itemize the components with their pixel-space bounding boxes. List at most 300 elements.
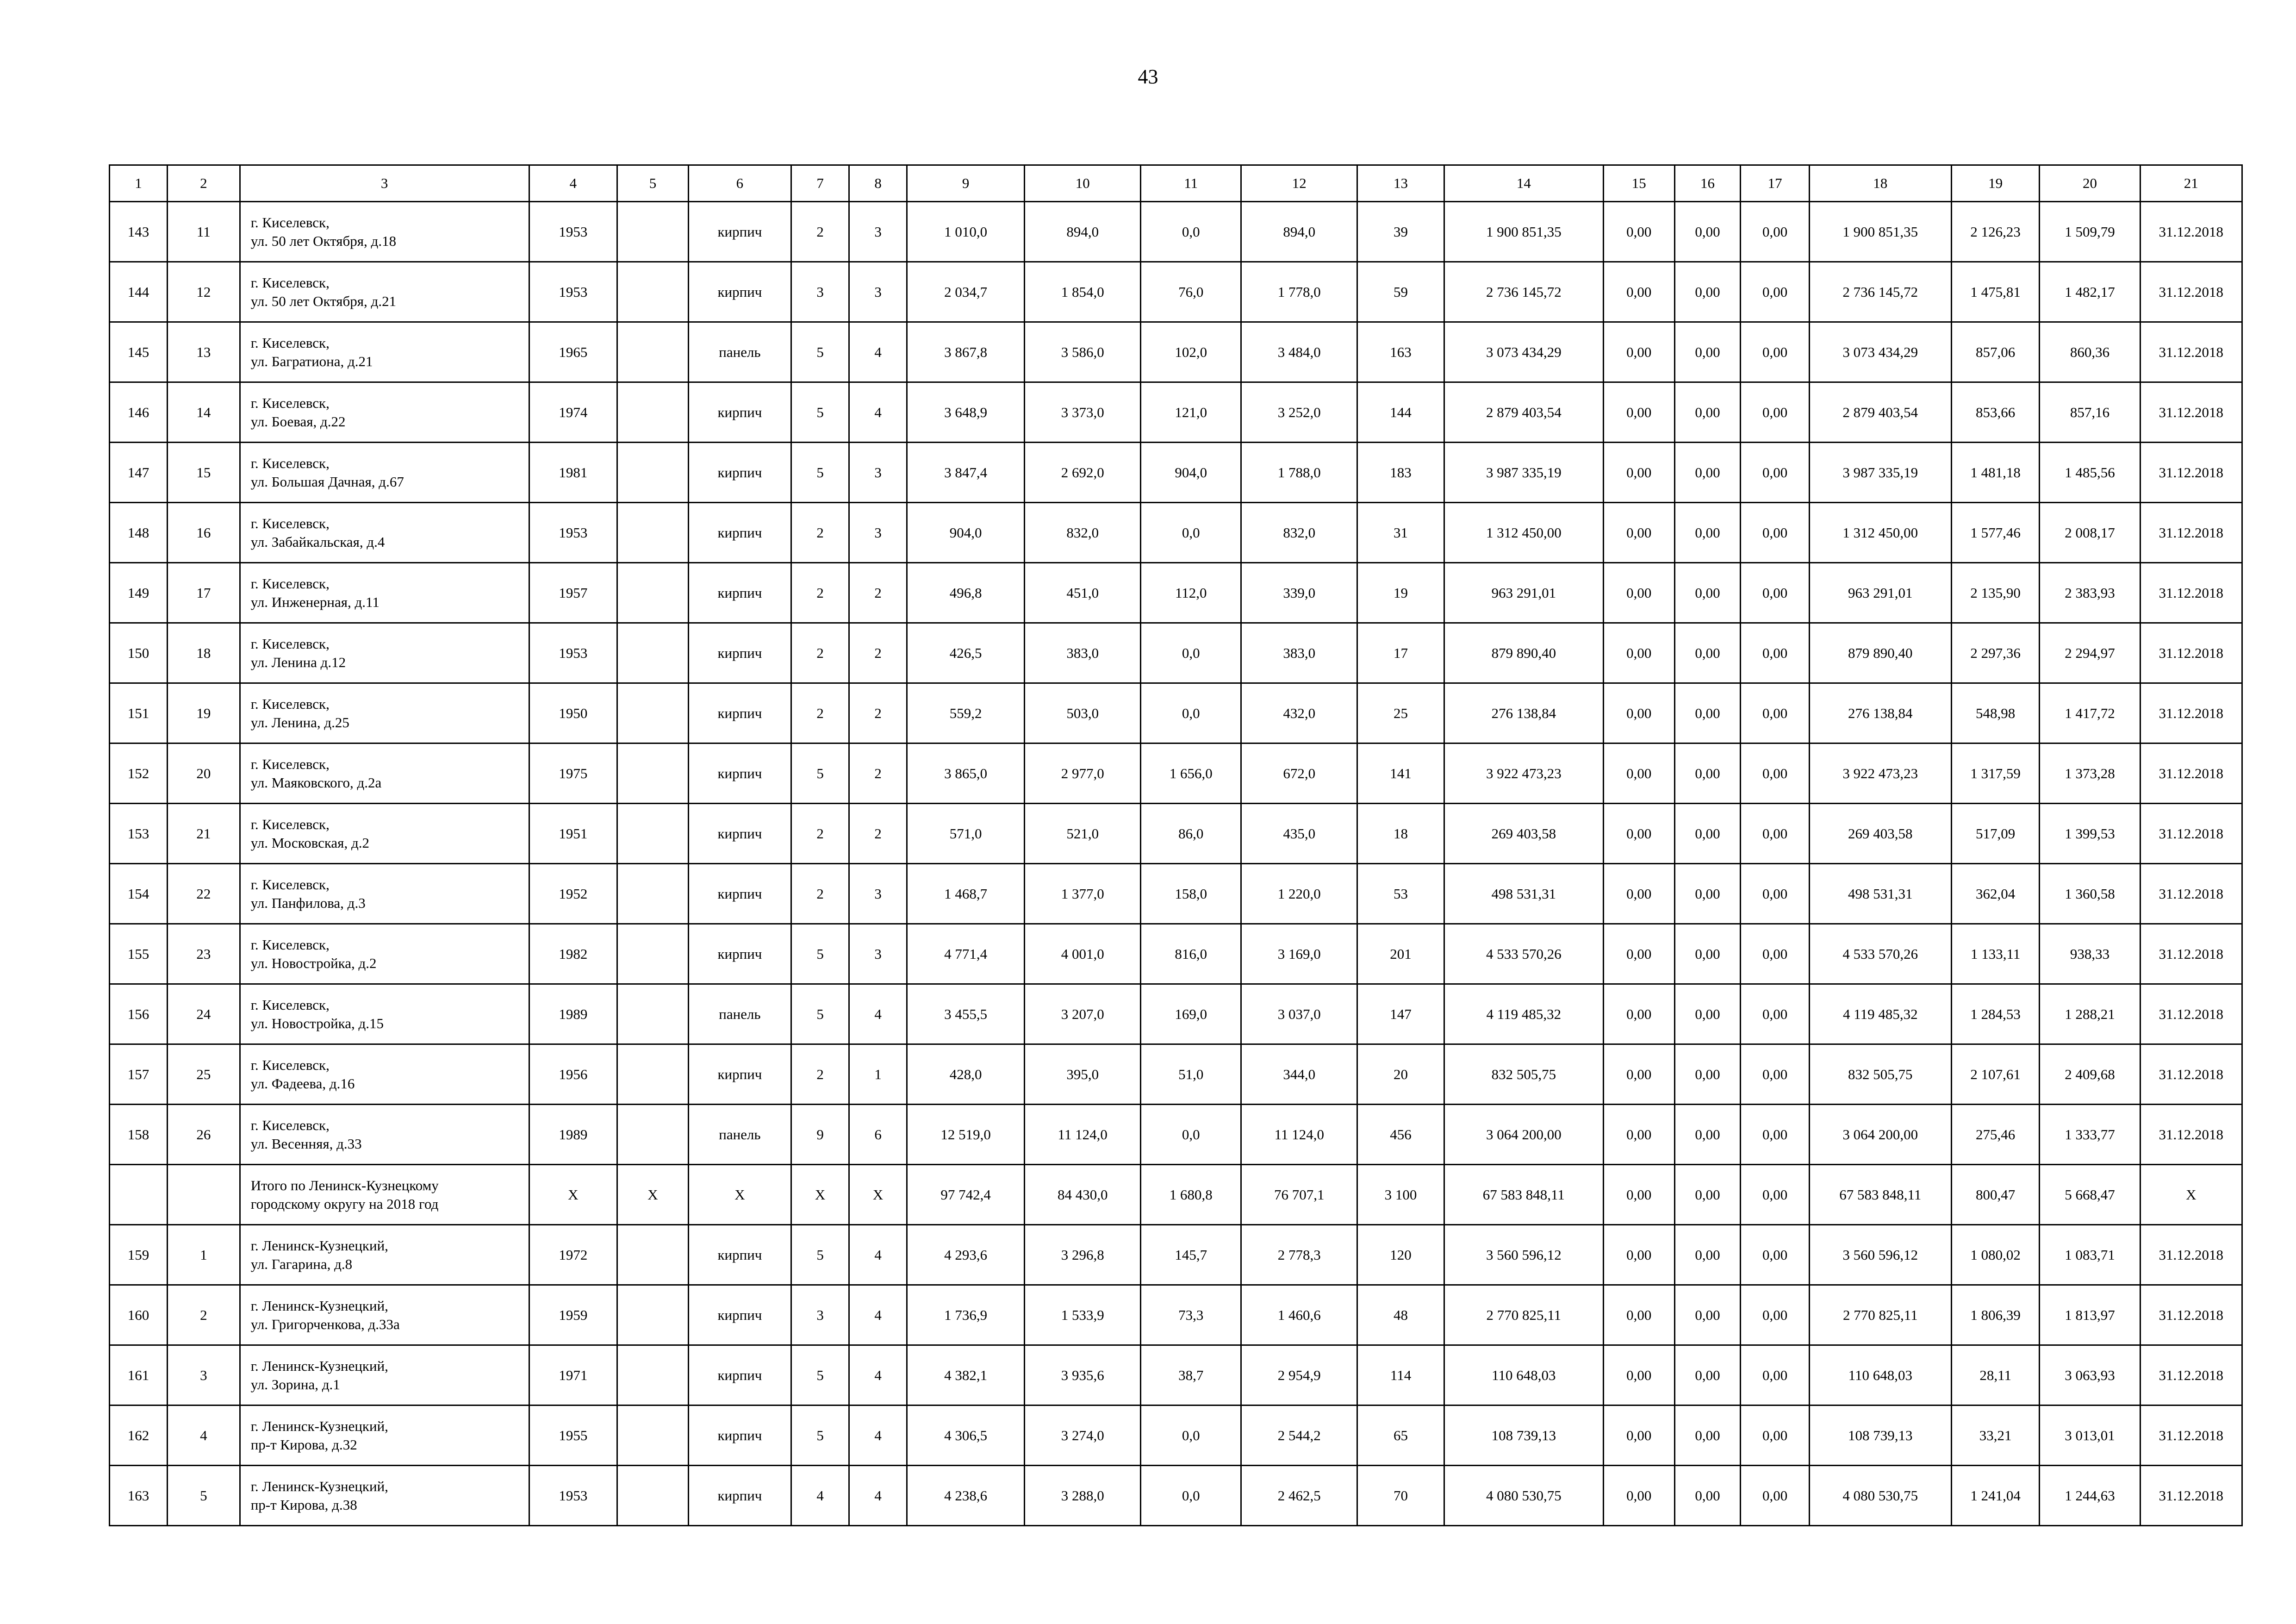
cell-col-2: 12 — [167, 262, 240, 322]
cell-col-19: 2 135,90 — [1951, 563, 2040, 623]
cell-col-21: 31.12.2018 — [2140, 683, 2242, 743]
cell-col-2: 21 — [167, 804, 240, 864]
address-cell — [240, 1466, 529, 1526]
cell-col-17: 0,00 — [1741, 1466, 1809, 1526]
cell-col-8: 6 — [849, 1105, 907, 1165]
cell-col-1: 145 — [110, 322, 168, 382]
cell-col-15: 0,00 — [1603, 804, 1674, 864]
address-line: г. Киселевск, — [250, 214, 330, 231]
cell-col-11: 0,0 — [1141, 1105, 1241, 1165]
cell-col-12: 1 788,0 — [1241, 443, 1357, 503]
cell-col-2: 15 — [167, 443, 240, 503]
cell-col-12: 3 037,0 — [1241, 984, 1357, 1044]
cell-col-20: 1 333,77 — [2040, 1105, 2140, 1165]
cell-col-10: 383,0 — [1025, 623, 1141, 683]
cell-col-5 — [617, 1345, 689, 1405]
cell-col-11: 121,0 — [1141, 382, 1241, 443]
table-row — [110, 443, 2242, 503]
cell-col-9: 12 519,0 — [907, 1105, 1025, 1165]
address-line: пр-т Кирова, д.32 — [250, 1436, 357, 1453]
cell-col-17: 0,00 — [1741, 322, 1809, 382]
cell-col-17: 0,00 — [1741, 864, 1809, 924]
cell-col-6: панель — [688, 984, 791, 1044]
cell-col-13: 39 — [1357, 202, 1444, 262]
cell-col-11: 1 656,0 — [1141, 743, 1241, 804]
table-row — [110, 202, 2242, 262]
cell-col-13: 17 — [1357, 623, 1444, 683]
cell-col-7: 3 — [791, 1285, 849, 1345]
cell-col-7: 5 — [791, 1345, 849, 1405]
cell-col-12: 432,0 — [1241, 683, 1357, 743]
cell-col-15: 0,00 — [1603, 683, 1674, 743]
cell-col-10: 2 977,0 — [1025, 743, 1141, 804]
address-line: ул. Фадеева, д.16 — [250, 1075, 355, 1092]
cell-col-8: 2 — [849, 623, 907, 683]
cell-col-6: кирпич — [688, 1044, 791, 1105]
cell-col-11: 0,0 — [1141, 623, 1241, 683]
column-header-11: 11 — [1141, 165, 1241, 202]
cell-col-8: 4 — [849, 1345, 907, 1405]
address-cell — [240, 563, 529, 623]
cell-col-11: 0,0 — [1141, 683, 1241, 743]
cell-col-18: 67 583 848,11 — [1809, 1165, 1951, 1225]
cell-col-16: 0,00 — [1674, 443, 1741, 503]
cell-col-12: 11 124,0 — [1241, 1105, 1357, 1165]
address-line: г. Ленинск-Кузнецкий, — [250, 1478, 388, 1494]
cell-col-13: 70 — [1357, 1466, 1444, 1526]
cell-col-18: 2 770 825,11 — [1809, 1285, 1951, 1345]
cell-col-18: 2 736 145,72 — [1809, 262, 1951, 322]
cell-col-14: 4 080 530,75 — [1444, 1466, 1603, 1526]
address-line: ул. Панфилова, д.3 — [250, 894, 366, 911]
address-line: ул. Новостройка, д.15 — [250, 1015, 384, 1031]
cell-col-13: 141 — [1357, 743, 1444, 804]
cell-col-8: 2 — [849, 743, 907, 804]
column-header-21: 21 — [2140, 165, 2242, 202]
cell-col-20: 1 244,63 — [2040, 1466, 2140, 1526]
cell-col-5 — [617, 262, 689, 322]
cell-col-20: 1 288,21 — [2040, 984, 2140, 1044]
cell-col-19: 1 475,81 — [1951, 262, 2040, 322]
cell-col-20: 2 294,97 — [2040, 623, 2140, 683]
cell-col-7: 5 — [791, 382, 849, 443]
cell-col-4: 1953 — [529, 503, 617, 563]
cell-col-9: 496,8 — [907, 563, 1025, 623]
cell-col-4: 1957 — [529, 563, 617, 623]
cell-col-11: 145,7 — [1141, 1225, 1241, 1285]
cell-col-15: 0,00 — [1603, 1105, 1674, 1165]
cell-col-21: Х — [2140, 1165, 2242, 1225]
cell-col-20: 3 013,01 — [2040, 1405, 2140, 1466]
cell-col-20: 1 373,28 — [2040, 743, 2140, 804]
cell-col-11: 102,0 — [1141, 322, 1241, 382]
cell-col-15: 0,00 — [1603, 924, 1674, 984]
cell-col-2: 3 — [167, 1345, 240, 1405]
cell-col-16: 0,00 — [1674, 202, 1741, 262]
cell-col-14: 3 560 596,12 — [1444, 1225, 1603, 1285]
address-cell — [240, 1105, 529, 1165]
cell-col-19: 517,09 — [1951, 804, 2040, 864]
cell-col-7: 2 — [791, 1044, 849, 1105]
cell-col-6: кирпич — [688, 262, 791, 322]
cell-col-10: 4 001,0 — [1025, 924, 1141, 984]
cell-col-1: 149 — [110, 563, 168, 623]
cell-col-16: 0,00 — [1674, 804, 1741, 864]
cell-col-18: 4 533 570,26 — [1809, 924, 1951, 984]
cell-col-17: 0,00 — [1741, 1105, 1809, 1165]
cell-col-17: 0,00 — [1741, 1405, 1809, 1466]
cell-col-17: 0,00 — [1741, 443, 1809, 503]
cell-col-10: 3 586,0 — [1025, 322, 1141, 382]
cell-col-1: 143 — [110, 202, 168, 262]
address-cell — [240, 924, 529, 984]
cell-col-2: 24 — [167, 984, 240, 1044]
cell-col-8: 2 — [849, 563, 907, 623]
cell-col-5 — [617, 202, 689, 262]
cell-col-11: 816,0 — [1141, 924, 1241, 984]
cell-col-4: 1953 — [529, 1466, 617, 1526]
table-row — [110, 1044, 2242, 1105]
address-line: ул. Багратиона, д.21 — [250, 353, 373, 369]
cell-col-4: 1952 — [529, 864, 617, 924]
column-header-4: 4 — [529, 165, 617, 202]
cell-col-7: 5 — [791, 743, 849, 804]
cell-col-14: 3 987 335,19 — [1444, 443, 1603, 503]
cell-col-19: 2 297,36 — [1951, 623, 2040, 683]
address-cell — [240, 1225, 529, 1285]
column-header-18: 18 — [1809, 165, 1951, 202]
cell-col-14: 269 403,58 — [1444, 804, 1603, 864]
cell-col-5 — [617, 1405, 689, 1466]
cell-col-6: кирпич — [688, 743, 791, 804]
cell-col-19: 1 806,39 — [1951, 1285, 2040, 1345]
cell-col-18: 276 138,84 — [1809, 683, 1951, 743]
cell-col-11: 38,7 — [1141, 1345, 1241, 1405]
cell-col-1: 163 — [110, 1466, 168, 1526]
column-header-2: 2 — [167, 165, 240, 202]
address-line: ул. Забайкальская, д.4 — [250, 533, 385, 550]
cell-col-6: панель — [688, 1105, 791, 1165]
cell-col-7: 2 — [791, 503, 849, 563]
cell-col-10: 894,0 — [1025, 202, 1141, 262]
cell-col-11: 904,0 — [1141, 443, 1241, 503]
cell-col-8: 4 — [849, 382, 907, 443]
cell-col-20: 938,33 — [2040, 924, 2140, 984]
cell-col-8: 3 — [849, 503, 907, 563]
address-line: ул. Инженерная, д.11 — [250, 593, 380, 610]
address-line: г. Киселевск, — [250, 756, 330, 772]
cell-col-7: 2 — [791, 804, 849, 864]
address-line: г. Киселевск, — [250, 936, 330, 953]
cell-col-17: 0,00 — [1741, 1285, 1809, 1345]
cell-col-18: 4 119 485,32 — [1809, 984, 1951, 1044]
column-header-20: 20 — [2040, 165, 2140, 202]
cell-col-2: 23 — [167, 924, 240, 984]
cell-col-17: 0,00 — [1741, 984, 1809, 1044]
cell-col-18: 4 080 530,75 — [1809, 1466, 1951, 1526]
cell-col-15: 0,00 — [1603, 1225, 1674, 1285]
cell-col-9: 4 306,5 — [907, 1405, 1025, 1466]
cell-col-10: 3 373,0 — [1025, 382, 1141, 443]
cell-col-5 — [617, 443, 689, 503]
cell-col-18: 3 922 473,23 — [1809, 743, 1951, 804]
cell-col-18: 1 312 450,00 — [1809, 503, 1951, 563]
cell-col-16: 0,00 — [1674, 623, 1741, 683]
cell-col-6: Х — [688, 1165, 791, 1225]
column-header-5: 5 — [617, 165, 689, 202]
cell-col-14: 3 073 434,29 — [1444, 322, 1603, 382]
cell-col-16: 0,00 — [1674, 743, 1741, 804]
cell-col-10: 3 288,0 — [1025, 1466, 1141, 1526]
address-line: ул. Маяковского, д.2а — [250, 774, 382, 791]
address-line: ул. Григорченкова, д.33а — [250, 1316, 400, 1332]
table-row — [110, 1105, 2242, 1165]
cell-col-8: 3 — [849, 262, 907, 322]
cell-col-6: кирпич — [688, 804, 791, 864]
cell-col-17: 0,00 — [1741, 743, 1809, 804]
address-cell — [240, 262, 529, 322]
cell-col-19: 548,98 — [1951, 683, 2040, 743]
cell-col-9: 3 648,9 — [907, 382, 1025, 443]
cell-col-14: 4 533 570,26 — [1444, 924, 1603, 984]
cell-col-9: 428,0 — [907, 1044, 1025, 1105]
address-line: г. Ленинск-Кузнецкий, — [250, 1297, 388, 1314]
cell-col-12: 344,0 — [1241, 1044, 1357, 1105]
cell-col-20: 2 383,93 — [2040, 563, 2140, 623]
cell-col-19: 1 317,59 — [1951, 743, 2040, 804]
cell-col-5 — [617, 382, 689, 443]
cell-col-21: 31.12.2018 — [2140, 864, 2242, 924]
cell-col-20: 1 813,97 — [2040, 1285, 2140, 1345]
cell-col-12: 76 707,1 — [1241, 1165, 1357, 1225]
cell-col-17: 0,00 — [1741, 563, 1809, 623]
address-line: г. Киселевск, — [250, 274, 330, 291]
cell-col-16: 0,00 — [1674, 864, 1741, 924]
cell-col-15: 0,00 — [1603, 1165, 1674, 1225]
cell-col-19: 1 284,53 — [1951, 984, 2040, 1044]
cell-col-11: 169,0 — [1141, 984, 1241, 1044]
cell-col-9: 426,5 — [907, 623, 1025, 683]
cell-col-6: кирпич — [688, 202, 791, 262]
address-line: ул. 50 лет Октября, д.18 — [250, 232, 397, 249]
cell-col-9: 3 867,8 — [907, 322, 1025, 382]
cell-col-15: 0,00 — [1603, 743, 1674, 804]
cell-col-15: 0,00 — [1603, 1345, 1674, 1405]
cell-col-18: 879 890,40 — [1809, 623, 1951, 683]
cell-col-5 — [617, 322, 689, 382]
cell-col-12: 1 460,6 — [1241, 1285, 1357, 1345]
cell-col-4: 1951 — [529, 804, 617, 864]
cell-col-17: 0,00 — [1741, 1044, 1809, 1105]
cell-col-9: 3 847,4 — [907, 443, 1025, 503]
cell-col-20: 2 008,17 — [2040, 503, 2140, 563]
cell-col-19: 28,11 — [1951, 1345, 2040, 1405]
address-line: г. Ленинск-Кузнецкий, — [250, 1357, 388, 1374]
address-line: ул. 50 лет Октября, д.21 — [250, 293, 397, 309]
cell-col-18: 269 403,58 — [1809, 804, 1951, 864]
cell-col-6: кирпич — [688, 864, 791, 924]
cell-col-18: 832 505,75 — [1809, 1044, 1951, 1105]
cell-col-21: 31.12.2018 — [2140, 623, 2242, 683]
address-line: г. Киселевск, — [250, 1117, 330, 1133]
column-header-3: 3 — [240, 165, 529, 202]
address-cell — [240, 1285, 529, 1345]
cell-col-5 — [617, 1044, 689, 1105]
table-body — [110, 202, 2242, 1526]
cell-col-17: 0,00 — [1741, 202, 1809, 262]
address-line: г. Киселевск, — [250, 334, 330, 351]
address-line: г. Киселевск, — [250, 394, 330, 411]
cell-col-14: 110 648,03 — [1444, 1345, 1603, 1405]
address-cell — [240, 443, 529, 503]
cell-col-14: 108 739,13 — [1444, 1405, 1603, 1466]
cell-col-4: 1950 — [529, 683, 617, 743]
cell-col-9: 559,2 — [907, 683, 1025, 743]
cell-col-16: 0,00 — [1674, 563, 1741, 623]
cell-col-9: 3 865,0 — [907, 743, 1025, 804]
cell-col-14: 3 922 473,23 — [1444, 743, 1603, 804]
cell-col-5 — [617, 924, 689, 984]
cell-col-1 — [110, 1165, 168, 1225]
cell-col-10: 1 854,0 — [1025, 262, 1141, 322]
cell-col-4: 1982 — [529, 924, 617, 984]
cell-col-18: 498 531,31 — [1809, 864, 1951, 924]
cell-col-1: 156 — [110, 984, 168, 1044]
cell-col-9: 2 034,7 — [907, 262, 1025, 322]
cell-col-13: 48 — [1357, 1285, 1444, 1345]
column-header-6: 6 — [688, 165, 791, 202]
cell-col-12: 2 954,9 — [1241, 1345, 1357, 1405]
address-line: ул. Гагарина, д.8 — [250, 1255, 353, 1272]
cell-col-21: 31.12.2018 — [2140, 1466, 2242, 1526]
cell-col-11: 0,0 — [1141, 1405, 1241, 1466]
cell-col-9: 1 010,0 — [907, 202, 1025, 262]
cell-col-13: 144 — [1357, 382, 1444, 443]
cell-col-20: 1 399,53 — [2040, 804, 2140, 864]
table-row — [110, 864, 2242, 924]
cell-col-15: 0,00 — [1603, 1405, 1674, 1466]
cell-col-16: 0,00 — [1674, 683, 1741, 743]
column-header-13: 13 — [1357, 165, 1444, 202]
cell-col-6: кирпич — [688, 1466, 791, 1526]
cell-col-13: 120 — [1357, 1225, 1444, 1285]
cell-col-12: 3 484,0 — [1241, 322, 1357, 382]
column-header-9: 9 — [907, 165, 1025, 202]
cell-col-19: 800,47 — [1951, 1165, 2040, 1225]
address-cell — [240, 322, 529, 382]
cell-col-19: 2 107,61 — [1951, 1044, 2040, 1105]
cell-col-10: 3 935,6 — [1025, 1345, 1141, 1405]
cell-col-19: 275,46 — [1951, 1105, 2040, 1165]
cell-col-15: 0,00 — [1603, 864, 1674, 924]
address-cell — [240, 984, 529, 1044]
cell-col-9: 1 468,7 — [907, 864, 1025, 924]
table-row — [110, 1345, 2242, 1405]
cell-col-18: 108 739,13 — [1809, 1405, 1951, 1466]
column-header-1: 1 — [110, 165, 168, 202]
cell-col-7: 5 — [791, 924, 849, 984]
cell-col-17: 0,00 — [1741, 382, 1809, 443]
table-row — [110, 322, 2242, 382]
cell-col-4: 1975 — [529, 743, 617, 804]
cell-col-4: 1953 — [529, 262, 617, 322]
cell-col-14: 2 879 403,54 — [1444, 382, 1603, 443]
address-cell — [240, 683, 529, 743]
cell-col-4: 1974 — [529, 382, 617, 443]
column-header-12: 12 — [1241, 165, 1357, 202]
cell-col-20: 1 509,79 — [2040, 202, 2140, 262]
cell-col-6: кирпич — [688, 1345, 791, 1405]
cell-col-9: 97 742,4 — [907, 1165, 1025, 1225]
cell-col-10: 2 692,0 — [1025, 443, 1141, 503]
cell-col-11: 0,0 — [1141, 202, 1241, 262]
cell-col-2: 25 — [167, 1044, 240, 1105]
address-cell — [240, 1165, 529, 1225]
cell-col-12: 2 778,3 — [1241, 1225, 1357, 1285]
cell-col-18: 963 291,01 — [1809, 563, 1951, 623]
cell-col-9: 1 736,9 — [907, 1285, 1025, 1345]
address-cell — [240, 864, 529, 924]
cell-col-9: 4 771,4 — [907, 924, 1025, 984]
cell-col-8: 4 — [849, 984, 907, 1044]
cell-col-9: 4 382,1 — [907, 1345, 1025, 1405]
address-line: г. Киселевск, — [250, 1056, 330, 1073]
page-number: 43 — [1138, 65, 1158, 88]
cell-col-1: 155 — [110, 924, 168, 984]
column-header-16: 16 — [1674, 165, 1741, 202]
cell-col-21: 31.12.2018 — [2140, 1105, 2242, 1165]
column-number-header-row — [110, 165, 2242, 202]
cell-col-4: 1981 — [529, 443, 617, 503]
cell-col-14: 3 064 200,00 — [1444, 1105, 1603, 1165]
cell-col-14: 276 138,84 — [1444, 683, 1603, 743]
cell-col-4: 1953 — [529, 202, 617, 262]
cell-col-1: 144 — [110, 262, 168, 322]
table-row — [110, 382, 2242, 443]
cell-col-6: панель — [688, 322, 791, 382]
cell-col-19: 33,21 — [1951, 1405, 2040, 1466]
cell-col-21: 31.12.2018 — [2140, 1044, 2242, 1105]
column-header-19: 19 — [1951, 165, 2040, 202]
cell-col-21: 31.12.2018 — [2140, 563, 2242, 623]
cell-col-19: 1 080,02 — [1951, 1225, 2040, 1285]
cell-col-13: 59 — [1357, 262, 1444, 322]
cell-col-10: 832,0 — [1025, 503, 1141, 563]
address-line: ул. Ленина, д.25 — [250, 714, 349, 731]
address-line: г. Киселевск, — [250, 876, 330, 893]
cell-col-5 — [617, 804, 689, 864]
address-cell — [240, 202, 529, 262]
cell-col-5 — [617, 563, 689, 623]
cell-col-6: кирпич — [688, 1225, 791, 1285]
cell-col-6: кирпич — [688, 382, 791, 443]
cell-col-18: 110 648,03 — [1809, 1345, 1951, 1405]
cell-col-1: 151 — [110, 683, 168, 743]
column-header-17: 17 — [1741, 165, 1809, 202]
cell-col-6: кирпич — [688, 623, 791, 683]
cell-col-5 — [617, 743, 689, 804]
cell-col-4: 1989 — [529, 984, 617, 1044]
cell-col-8: Х — [849, 1165, 907, 1225]
cell-col-4: 1989 — [529, 1105, 617, 1165]
address-cell — [240, 1345, 529, 1405]
cell-col-20: 1 482,17 — [2040, 262, 2140, 322]
cell-col-1: 150 — [110, 623, 168, 683]
cell-col-1: 162 — [110, 1405, 168, 1466]
cell-col-17: 0,00 — [1741, 1225, 1809, 1285]
cell-col-17: 0,00 — [1741, 262, 1809, 322]
cell-col-4: 1956 — [529, 1044, 617, 1105]
